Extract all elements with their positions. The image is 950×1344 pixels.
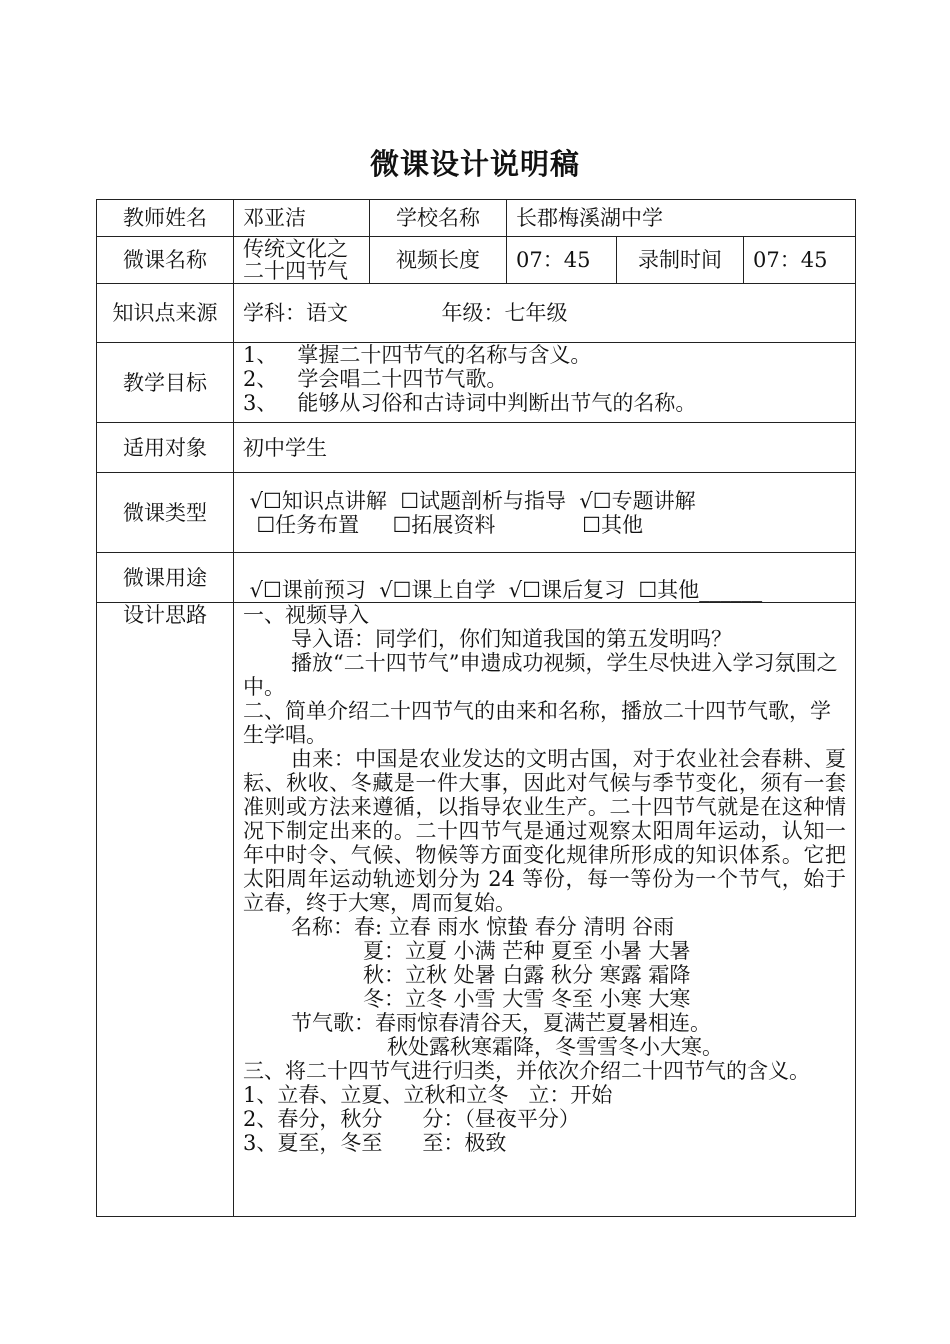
goals-cell	[234, 343, 856, 423]
paragraph: 播放“二十四节气”申遗成功视频，学生尽快进入学习氛围之中。	[243, 651, 838, 699]
section-heading: 二、简单介绍二十四节气的由来和名称，播放二十四节气歌，学生学唱。	[243, 699, 831, 747]
type-label: 微课类型	[97, 473, 234, 553]
row-type	[97, 473, 856, 553]
classification-item: 1、立春、立夏、立秋和立冬 立：开始	[243, 1083, 613, 1107]
goal-item: 3、 能够从习俗和古诗词中判断出节气的名称。	[243, 391, 697, 415]
use-label: 微课用途	[97, 553, 234, 603]
type-cell	[234, 473, 856, 553]
teacher-label: 教师姓名	[97, 200, 234, 237]
length-label: 视频长度	[370, 237, 507, 284]
section-heading: 三、将二十四节气进行归类，并依次介绍二十四节气的含义。	[243, 1059, 810, 1083]
row-course	[97, 237, 856, 284]
record-time-value: 07：45	[744, 237, 856, 284]
goal-label: 教学目标	[97, 343, 234, 423]
term-names-spring: 名称：春: 立春 雨水 惊蛰 春分 清明 谷雨	[291, 915, 675, 939]
row-use	[97, 553, 856, 603]
term-names-autumn: 秋：立秋 处暑 白露 秋分 寒露 霜降	[363, 963, 691, 987]
row-source	[97, 284, 856, 343]
row-target	[97, 423, 856, 473]
goal-item: 2、 学会唱二十四节气歌。	[243, 367, 508, 391]
target-value: 初中学生	[234, 423, 856, 473]
target-label: 适用对象	[97, 423, 234, 473]
design-table	[96, 199, 856, 1217]
song-line1: 节气歌：春雨惊春清谷天，夏满芒夏暑相连。	[291, 1011, 711, 1035]
classification-item: 3、夏至，冬至 至：极致	[243, 1131, 507, 1155]
design-cell	[234, 603, 856, 1217]
use-options: √☐课前预习 √☐课上自学 √☐课后复习 ☐其他______	[243, 578, 763, 602]
term-names-winter: 冬：立冬 小雪 大雪 冬至 小寒 大寒	[363, 987, 691, 1011]
paragraph: 由来：中国是农业发达的文明古国，对于农业社会春耕、夏耘、秋收、冬藏是一件大事，因此对气候与季节变化，须有一套准则或方法来遵循，以指导农业生产。二十四节气就是在这种情况下制定出来的。二十四节气是通过观察太阳周年运动，认知一年中时令、气候、物候等方面变化规律所形成的知识体系。它把太阳周年运动轨迹划分为 24 等份，每一等份为一个节气，始于立春，终于大寒，周而复始。	[243, 747, 847, 915]
row-goals	[97, 343, 856, 423]
row-teacher	[97, 200, 856, 237]
school-value: 长郡梅溪湖中学	[507, 200, 856, 237]
page-title: 微课设计说明稿	[369, 147, 580, 181]
course-value: 传统文化之二十四节气	[234, 237, 370, 284]
source-label: 知识点来源	[97, 284, 234, 343]
source-value: 学科：语文 年级：七年级	[234, 284, 856, 343]
course-label: 微课名称	[97, 237, 234, 284]
type-options-line2: ☐任务布置 ☐拓展资料 ☐其他	[243, 512, 643, 537]
length-value: 07：45	[507, 237, 617, 284]
goal-item: 1、 掌握二十四节气的名称与含义。	[243, 343, 592, 367]
school-label: 学校名称	[370, 200, 507, 237]
row-design	[97, 603, 856, 1217]
teacher-value: 邓亚洁	[234, 200, 370, 237]
term-names-summer: 夏：立夏 小满 芒种 夏至 小暑 大暑	[363, 939, 691, 963]
design-label: 设计思路	[97, 603, 234, 1217]
classification-item: 2、春分，秋分 分：（昼夜平分）	[243, 1107, 580, 1131]
type-options-line1: √☐知识点讲解 ☐试题剖析与指导 √☐专题讲解	[243, 488, 696, 513]
song-line2: 秋处露秋寒霜降，冬雪雪冬小大寒。	[387, 1035, 723, 1059]
use-cell	[234, 553, 856, 603]
section-heading: 一、视频导入	[243, 603, 369, 627]
paragraph: 导入语：同学们，你们知道我国的第五发明吗？	[291, 627, 732, 651]
record-time-label: 录制时间	[617, 237, 744, 284]
